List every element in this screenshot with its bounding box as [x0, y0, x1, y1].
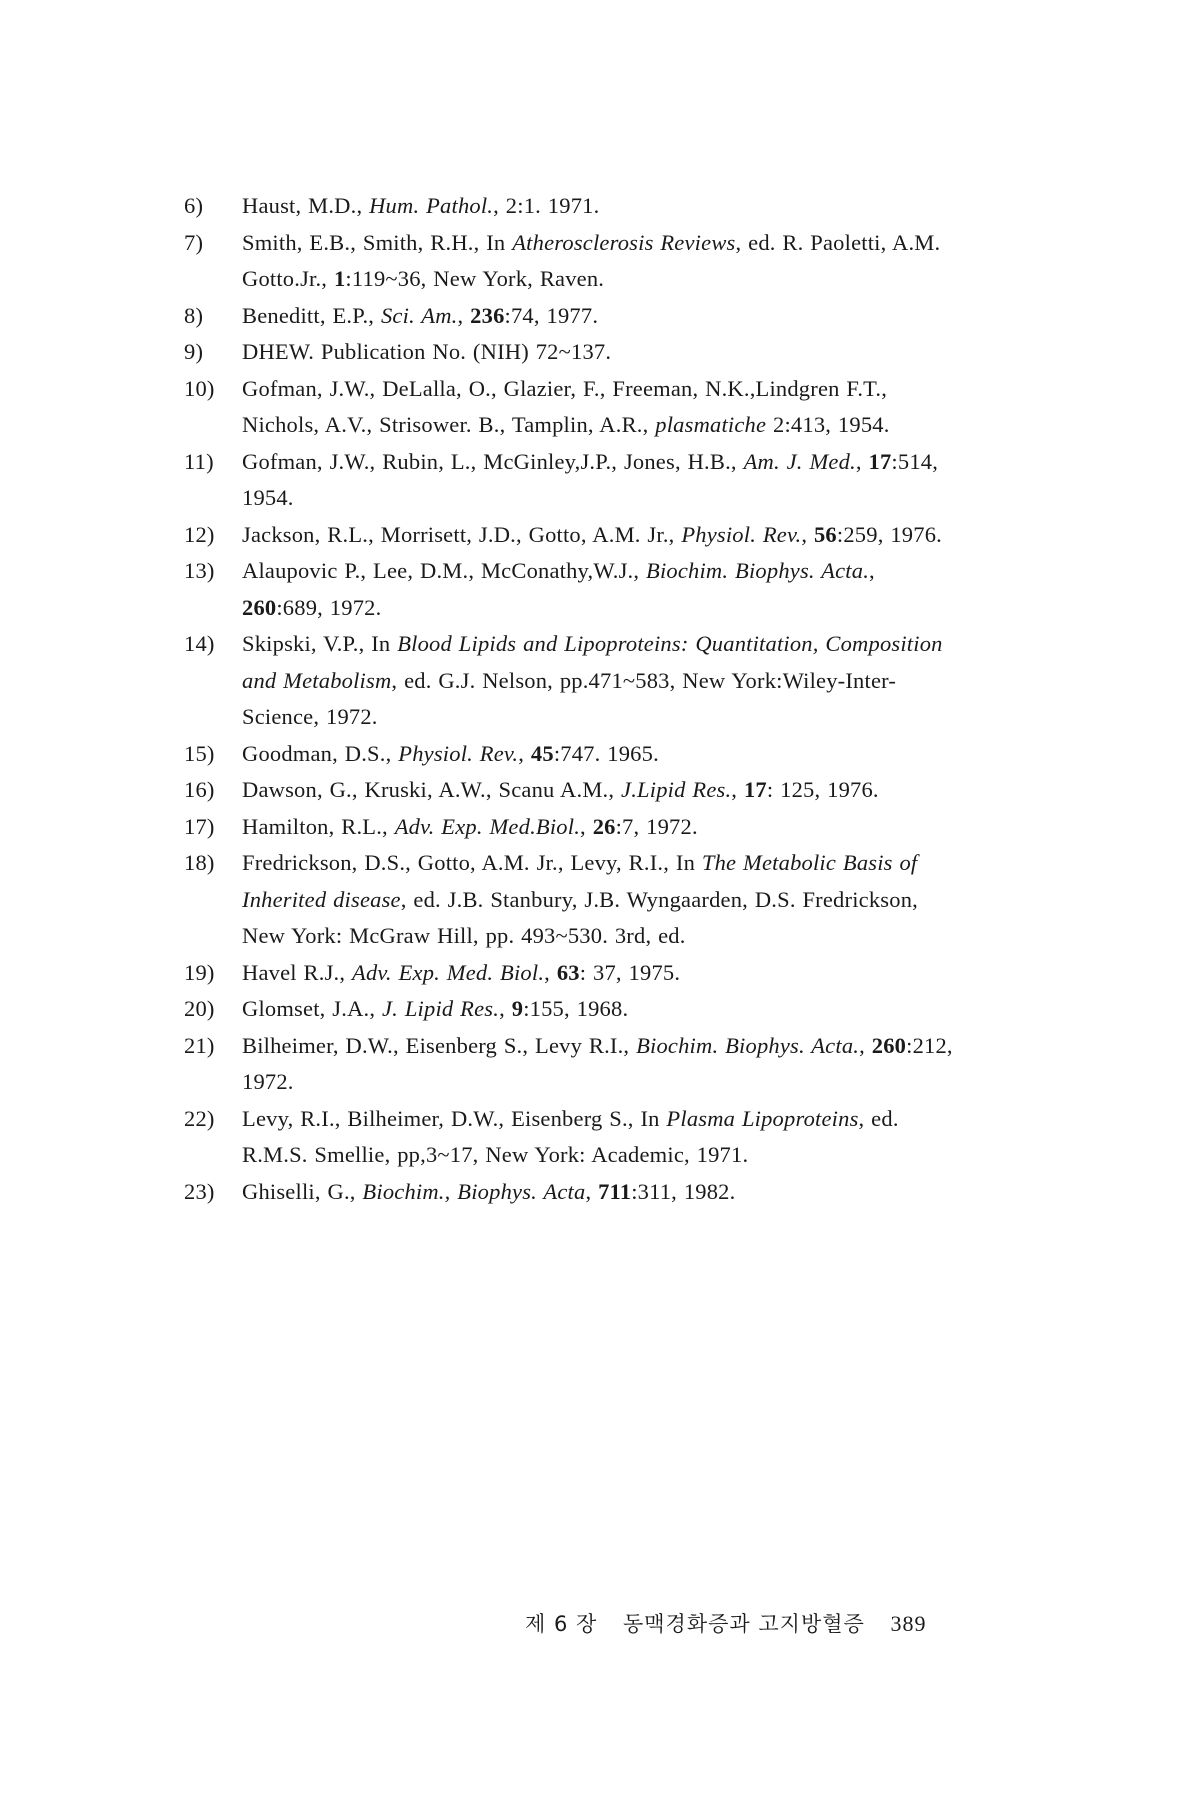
reference-text [242, 449, 938, 511]
reference-segment: , ed. G.J. Nelson, pp.471~583, New York:Wiley-Inter-Science, 1972. [242, 667, 897, 729]
chapter-label: 제 6 장 [525, 1612, 598, 1636]
reference-title-italic: Biochim. Biophys. Acta. [646, 558, 870, 583]
reference-segment: :74, 1977. [504, 302, 599, 328]
reference-segment: , [457, 302, 471, 328]
reference-segment: Dawson, G., Kruski, A.W., Scanu A.M., [242, 777, 622, 802]
reference-segment: , [544, 959, 557, 985]
chapter-title: 동맥경화증과 고지방혈증 [622, 1612, 865, 1636]
reference-title-italic: Plasma Lipoproteins [666, 1105, 859, 1131]
reference-volume-bold: 1 [333, 266, 346, 291]
reference-segment: , [801, 521, 814, 547]
reference-volume-bold: 9 [511, 996, 524, 1021]
reference-segment: Hamilton, R.L., [242, 813, 395, 839]
reference-volume-bold: 45 [530, 740, 554, 766]
reference-volume-bold: 17 [743, 777, 767, 802]
reference-item [184, 736, 960, 773]
reference-text [242, 1106, 899, 1168]
reference-number: 16) [184, 777, 215, 802]
reference-segment: Jackson, R.L., Morrisett, J.D., Gotto, A.M. Jr., [242, 521, 682, 547]
reference-title-italic: Sci. Am. [380, 302, 458, 328]
reference-item [184, 371, 960, 444]
reference-number: 11) [184, 448, 214, 474]
reference-item [184, 517, 960, 554]
reference-text [242, 339, 611, 364]
reference-volume-bold: 260 [242, 594, 277, 620]
reference-item [184, 188, 960, 225]
reference-segment: , [580, 813, 593, 839]
reference-segment: , ed. J.B. Stanbury, J.B. Wyngaarden, D.S. Fredrickson, New York: McGraw Hill, pp. 493~530. 3rd, ed. [242, 886, 918, 948]
reference-number: 15) [184, 740, 215, 766]
reference-segment: Gofman, J.W., DeLalla, O., Glazier, F., Freeman, N.K.,Lindgren F.T., Nichols, A.V., Strisower. B., Tamplin, A.R., [242, 375, 888, 437]
reference-segment: :747. 1965. [553, 740, 659, 766]
reference-number: 19) [184, 959, 215, 985]
reference-segment: Beneditt, E.P., [242, 302, 381, 328]
reference-number: 21) [184, 1032, 215, 1058]
reference-title-italic: J.Lipid Res. [621, 777, 732, 802]
reference-segment: , [855, 448, 869, 474]
reference-segment: :689, 1972. [276, 594, 382, 620]
reference-number: 8) [184, 302, 204, 328]
reference-item [184, 845, 960, 955]
reference-segment: , [731, 777, 744, 802]
reference-text [242, 522, 942, 547]
reference-segment: Gofman, J.W., Rubin, L., McGinley,J.P., Jones, H.B., [242, 448, 744, 474]
reference-number: 17) [184, 813, 215, 839]
reference-item [184, 334, 960, 371]
reference-item [184, 626, 960, 736]
reference-segment: :119~36, New York, Raven. [345, 266, 605, 291]
reference-item [184, 1028, 960, 1101]
reference-segment: :155, 1968. [523, 996, 629, 1021]
reference-segment: , 2:1. 1971. [493, 193, 600, 218]
reference-segment: Bilheimer, D.W., Eisenberg S., Levy R.I., [242, 1032, 637, 1058]
reference-text [242, 960, 680, 985]
reference-text [242, 814, 698, 839]
reference-number: 14) [184, 631, 215, 656]
reference-volume-bold: 711 [598, 1178, 632, 1204]
reference-list [184, 188, 960, 1210]
reference-segment: , ed. R.M.S. Smellie, pp,3~17, New York: Academic, 1971. [242, 1105, 899, 1167]
reference-segment: :212, 1972. [242, 1032, 953, 1094]
reference-title-italic: Adv. Exp. Med.Biol. [394, 813, 581, 839]
reference-segment: :311, 1982. [631, 1178, 736, 1204]
reference-text [242, 850, 918, 948]
reference-number: 18) [184, 850, 215, 875]
reference-text [242, 558, 875, 620]
reference-number: 23) [184, 1178, 215, 1204]
reference-segment: , [585, 1178, 599, 1204]
reference-text [242, 303, 598, 328]
reference-item [184, 772, 960, 809]
reference-segment: , [869, 558, 875, 583]
reference-segment: Glomset, J.A., [242, 996, 382, 1021]
page-number: 389 [890, 1611, 927, 1636]
reference-title-italic: Biochim. Biophys. Acta. [636, 1032, 860, 1058]
reference-segment: 2:413, 1954. [766, 412, 890, 437]
reference-text [242, 996, 628, 1021]
reference-item [184, 553, 960, 626]
reference-title-italic: The Metabolic Basis of Inherited disease [242, 850, 918, 912]
reference-segment: Havel R.J., [242, 959, 353, 985]
reference-item [184, 444, 960, 517]
reference-text [242, 193, 599, 218]
reference-title-italic: J. Lipid Res. [382, 996, 500, 1021]
reference-volume-bold: 236 [470, 302, 505, 328]
reference-volume-bold: 56 [813, 521, 837, 547]
reference-segment: , [518, 740, 531, 766]
reference-number: 9) [184, 339, 204, 364]
reference-volume-bold: 260 [871, 1032, 907, 1058]
reference-segment: :7, 1972. [615, 813, 698, 839]
reference-segment: Haust, M.D., [242, 193, 370, 218]
reference-number: 7) [184, 229, 204, 255]
reference-text [242, 777, 879, 802]
reference-segment: Alaupovic P., Lee, D.M., McConathy,W.J., [242, 558, 646, 583]
reference-segment: Skipski, V.P., In [242, 631, 398, 656]
reference-volume-bold: 63 [556, 959, 580, 985]
reference-title-italic: Am. J. Med. [743, 448, 856, 474]
reference-number: 22) [184, 1105, 215, 1131]
reference-number: 12) [184, 521, 215, 547]
page-footer [525, 1608, 927, 1638]
reference-text [242, 1179, 735, 1204]
reference-segment: DHEW. Publication No. (NIH) 72~137. [242, 339, 612, 364]
reference-text [242, 230, 940, 292]
reference-text [242, 741, 659, 766]
reference-segment: Fredrickson, D.S., Gotto, A.M. Jr., Levy, R.I., In [242, 850, 702, 875]
reference-text [242, 1033, 953, 1095]
reference-volume-bold: 17 [868, 448, 892, 474]
reference-title-italic: Physiol. Rev. [681, 521, 802, 547]
reference-title-italic: Hum. Pathol. [369, 193, 494, 218]
reference-number: 13) [184, 558, 215, 583]
reference-title-italic: Physiol. Rev. [398, 740, 519, 766]
reference-segment: , ed. R. Paoletti, A.M. Gotto.Jr., [242, 229, 941, 291]
reference-title-italic: Atherosclerosis Reviews [512, 229, 736, 255]
reference-segment: : 37, 1975. [579, 959, 681, 985]
reference-item [184, 991, 960, 1028]
reference-segment: :259, 1976. [836, 521, 942, 547]
reference-segment: :514, 1954. [242, 448, 939, 510]
reference-item [184, 955, 960, 992]
reference-number: 10) [184, 375, 215, 401]
reference-number: 6) [184, 193, 204, 218]
reference-item [184, 1174, 960, 1211]
reference-segment: Ghiselli, G., [242, 1178, 363, 1204]
reference-item [184, 225, 960, 298]
reference-segment: Goodman, D.S., [242, 740, 399, 766]
reference-text [242, 376, 890, 438]
reference-item [184, 1101, 960, 1174]
reference-segment: Smith, E.B., Smith, R.H., In [242, 229, 513, 255]
reference-title-italic: Blood Lipids and Lipoproteins: Quantitation, Composition and Metabolism [242, 631, 943, 693]
reference-segment: Levy, R.I., Bilheimer, D.W., Eisenberg S., In [242, 1105, 667, 1131]
reference-item [184, 298, 960, 335]
reference-title-italic: Biochim., Biophys. Acta [362, 1178, 586, 1204]
reference-title-italic: plasmatiche [655, 412, 767, 437]
reference-segment: , [859, 1032, 872, 1058]
reference-segment: , [499, 996, 512, 1021]
reference-segment: : 125, 1976. [766, 777, 879, 802]
reference-item [184, 809, 960, 846]
reference-title-italic: Adv. Exp. Med. Biol. [352, 959, 545, 985]
reference-number: 20) [184, 996, 215, 1021]
reference-text [242, 631, 943, 729]
reference-volume-bold: 26 [592, 813, 616, 839]
